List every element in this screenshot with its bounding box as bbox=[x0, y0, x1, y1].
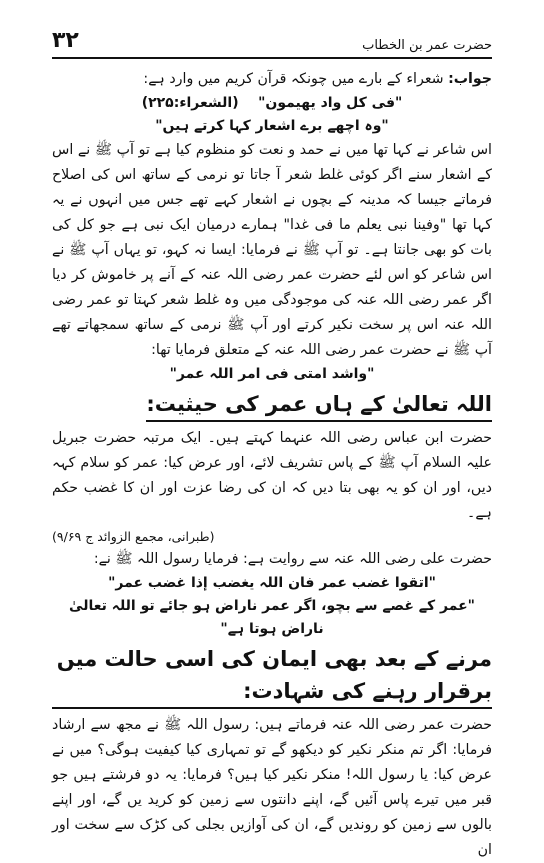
paragraph-poet: اس شاعر نے کہا تھا میں نے حمد و نعت کو منظوم کیا ہے تو آپ ﷺ نے اس کے اشعار سنے اگر کوئی غلط شعر آ جاتا تو نرمی کے ساتھ اس کی اصلاح فرماتے جیسا کہ مدینہ کے بچوں نے اشعار کہے تھے جس میں انہوں نے یہ کہا تھا "وفینا نبی یعلم ما فی غدا" ہمارے درمیان ایک نبی ہے جو کل کی بات کو بھی جانتا ہے۔ تو آپ ﷺ نے فرمایا: ایسا نہ کہو، تو یہاں آپ ﷺ نے اس شاعر کو اس لئے حضرت عمر رضی اللہ عنہ کے آنے پر خاموش کر دیا اگر عمر رضی اللہ عنہ کی موجودگی میں وہ غلط شعر کہتا تو عمر رضی اللہ عنہ اس پر سخت نکیر کرتے اور آپ ﷺ نرمی کے ساتھ سمجھاتے تھے آپ ﷺ نے حضرت عمر رضی اللہ عنہ کے متعلق فرمایا تھا: bbox=[52, 142, 492, 358]
verse-text: "فی کل واد یھیمون" bbox=[258, 95, 403, 111]
answer-label: جواب: bbox=[448, 71, 492, 87]
quran-verse bbox=[52, 92, 492, 115]
running-title: حضرت عمر بن الخطاب bbox=[362, 38, 492, 53]
reference-tabarani: (طبرانی، مجمع الزوائد ج ۹/۶۹) bbox=[52, 529, 215, 544]
page-header bbox=[52, 28, 492, 59]
section-heading-grave: مرنے کے بعد بھی ایمان کی اسی حالت میں برقرار رہنے کی شہادت: bbox=[52, 643, 492, 709]
paragraph-munkar-nakir: حضرت عمر رضی اللہ عنہ فرماتے ہیں: رسول اللہ ﷺ نے مجھ سے ارشاد فرمایا: اگر تم منکر نکیر کو دیکھو گے تو تمہاری کیا کیفیت ہوگی؟ میں نے عرض کیا: یا رسول اللہ! منکر نکیر کیا ہیں؟ فرمایا: یہ دو فرشتے ہیں جو قبر میں تیرے پاس آئیں گے، اپنے دانتوں سے زمین کو کرید یں گے، اور اپنے بالوں سے زمین کو روندیں گے، ان کی آوازیں بجلی کی کڑک سے سخت اور ان bbox=[52, 717, 492, 858]
verse-reference: (الشعراء:۲۲۵) bbox=[141, 95, 239, 111]
answer-intro bbox=[52, 67, 492, 92]
verse-translation: "وہ اچھے برے اشعار کہا کرتے ہیں" bbox=[155, 118, 389, 134]
hadith-translation-2: "عمر کے غصے سے بچو، اگر عمر ناراض ہو جائے تو اللہ تعالیٰ ناراض ہوتا ہے" bbox=[69, 598, 475, 637]
paragraph-ibn-abbas: حضرت ابن عباس رضی اللہ عنہما کہتے ہیں۔ ایک مرتبہ حضرت جبریل علیہ السلام آپ ﷺ کے پاس تشریف لائے، اور عرض کیا: عمر کو سلام کہہ دیں، اور ان کو یہ بھی بتا دیں کہ ان کی رضا عزت اور ان کا غضب حکم ہے۔ bbox=[52, 430, 492, 521]
hadith-quote-1: "واشد امتی فی امر اللہ عمر" bbox=[169, 366, 375, 382]
page-number: ۳۲ bbox=[52, 28, 79, 53]
hadith-intro-ali: حضرت علی رضی اللہ عنہ سے روایت ہے: فرمایا رسول اللہ ﷺ نے: bbox=[93, 551, 492, 567]
hadith-quote-2: "اتقوا غضب عمر فان اللہ یغضب إذا غضب عمر" bbox=[108, 575, 436, 591]
answer-intro-text: شعراء کے بارے میں چونکہ قرآن کریم میں وارد ہے: bbox=[143, 71, 444, 87]
section-heading-status: اللہ تعالیٰ کے ہاں عمر کی حیثیت: bbox=[146, 388, 492, 422]
